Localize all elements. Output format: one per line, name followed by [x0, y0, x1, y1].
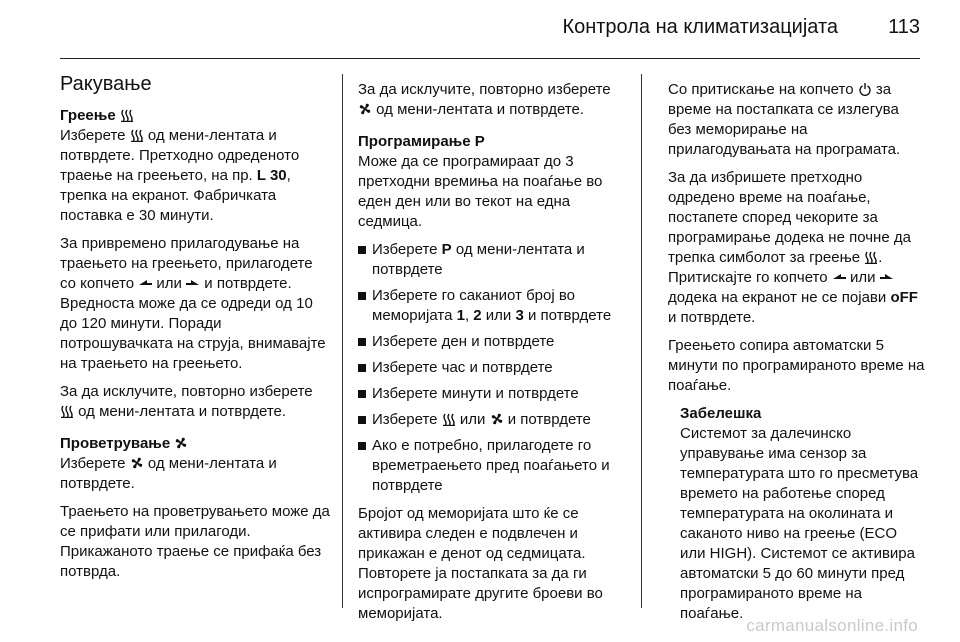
fan-icon: [490, 412, 504, 426]
list-item: Изберете минути и потврдете: [358, 384, 628, 404]
exit-paragraph: Со притискање на копчето за време на постапката се излегува без меморирање на прилагодувањата на програмата.: [668, 81, 901, 158]
column-divider: [641, 74, 642, 608]
ventilation-heading: Проветрување: [60, 434, 330, 454]
note-text: Системот за далечинско управување има сензор за температурата што го пресметува времето на работење според температурата на околината и саканото ниво на греење (ECO или HIGH). Системот се активира автоматски 5 до 60 минути пред програмираното време на поаѓање.: [680, 425, 919, 622]
note-heading: Забелешка: [680, 405, 762, 422]
power-icon: [858, 82, 872, 96]
column-3: [668, 80, 926, 632]
page-title: Контрола на климатизацијата: [562, 16, 838, 38]
memory-paragraph: Бројот од меморијата што ќе се активира следен е подвлечен и прикажан е денот од седмицата. Повторете ја постапката за да ги испрограмирате другите броеви во меморијата.: [358, 505, 603, 622]
column-1: [60, 74, 330, 590]
list-item: Изберете го саканиот број во меморијата 1, 2 или 3 и потврдете: [358, 286, 628, 326]
list-item: Изберете час и потврдете: [358, 358, 628, 378]
watermark: carmanualsonline.info: [746, 616, 918, 635]
heating-off-paragraph: За да исклучите, повторно изберете од мени-лентата и потврдете.: [60, 383, 313, 420]
delete-paragraph: За да избришете претходно одредено време на поаѓање, постапете според чекорите за програмирање додека не почне да трепка симболот за греење . Притискајте го копчето или додека на екранот не се појави oFF и потврдете.: [668, 169, 918, 326]
page-header: [0, 0, 960, 60]
heating-icon: [120, 108, 134, 122]
heating-icon: [864, 250, 878, 264]
list-item: Изберете P од мени-лентата и потврдете: [358, 240, 628, 280]
column-2: [358, 80, 628, 632]
fan-icon: [174, 436, 188, 450]
heating-adjust-paragraph: За привремено прилагодување на траењето на греењето, прилагодете со копчето или и потврдете. Вредноста може да се одреди од 10 до 120 минути. Поради потрошувачката на струја, внимавајте на траењето на греењето.: [60, 235, 326, 372]
arrow-right-icon: [186, 276, 200, 290]
note-box: [668, 404, 926, 624]
column-divider: [342, 74, 343, 608]
ventilation-duration-paragraph: Траењето на проветрувањето може да се прифати или прилагоди. Прикажаното траење се прифаќа без потврда.: [60, 503, 330, 580]
page-number: 113: [888, 16, 920, 38]
list-item: Изберете или и потврдете: [358, 410, 628, 430]
arrow-left-icon: [138, 276, 152, 290]
header-rule: [60, 58, 920, 59]
heating-paragraph: Изберете од мени-лентата и потврдете. Претходно одреденото траење на греењето, на пр. L 30, трепка на екранот. Фабричката поставка е 30 минути.: [60, 127, 300, 224]
list-item: Изберете ден и потврдете: [358, 332, 628, 352]
fan-icon: [130, 456, 144, 470]
heating-heading: Греење: [60, 106, 330, 126]
heating-icon: [442, 412, 456, 426]
auto-stop-paragraph: Греењето сопира автоматски 5 минути по програмираното време на поаѓање.: [668, 337, 925, 394]
programming-steps: [358, 240, 628, 496]
ventilation-off-paragraph: За да исклучите, повторно изберете од мени-лентата и потврдете.: [358, 81, 611, 118]
arrow-left-icon: [832, 270, 846, 284]
arrow-right-icon: [880, 270, 894, 284]
list-item: Ако е потребно, прилагодете го времетраењето пред поаѓањето и потврдете: [358, 436, 628, 496]
programming-heading: Програмирање P: [358, 133, 485, 150]
fan-icon: [358, 102, 372, 116]
section-title: Ракување: [60, 73, 152, 95]
heating-icon: [60, 404, 74, 418]
ventilation-paragraph: Изберете од мени-лентата и потврдете.: [60, 455, 277, 492]
heating-icon: [130, 128, 144, 142]
programming-paragraph: Може да се програмираат до 3 претходни времиња на поаѓање во еден ден или во текот на една седмица.: [358, 153, 603, 230]
